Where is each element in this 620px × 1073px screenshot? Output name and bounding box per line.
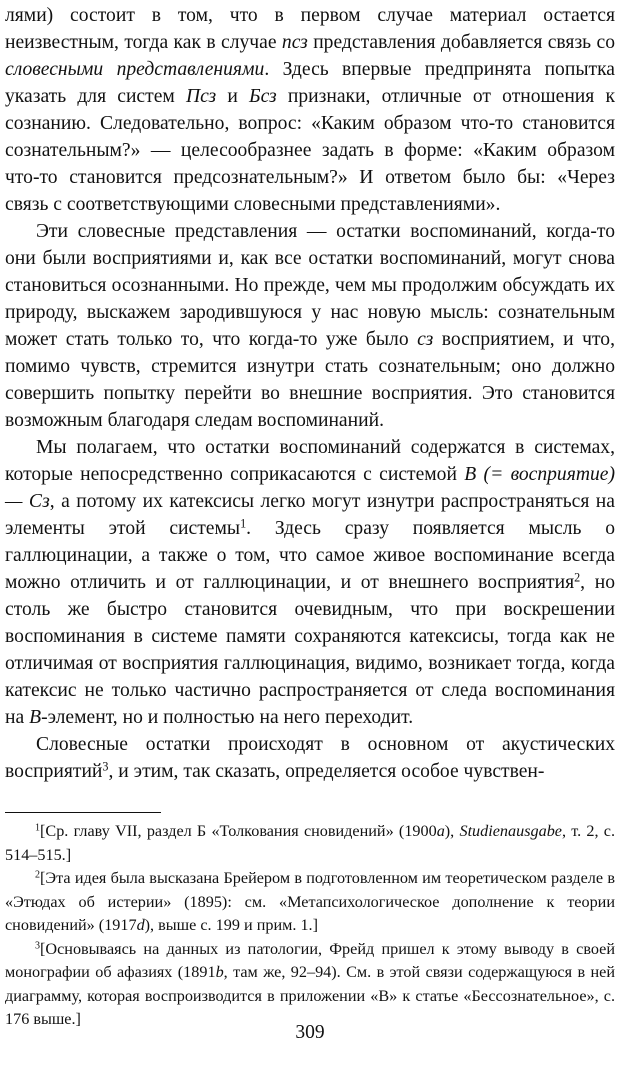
italic-run: словесными представлениями xyxy=(5,59,265,80)
text-run: [Эта идея была высказана Брейером в подготовленном им теоретическом разделе в «Этюдах об истерии» (1895): см. «Метапсихологическое дополнение к теории сновидений» (1917 xyxy=(5,869,615,934)
text-run: представления добавляется связь со xyxy=(307,32,615,53)
text-run: , и этим, так сказать, определяется особое чувствен- xyxy=(108,761,545,782)
italic-run: сз xyxy=(417,329,434,350)
italic-run: Псз xyxy=(185,86,217,107)
paragraph xyxy=(5,731,615,785)
italic-run: b xyxy=(215,963,224,981)
text-run: восприятием, и что, помимо чувств, стремится изнутри стать сознательным; оно должно совершить попытку перейти во внешние восприятия. Это становится возможным благодаря следам воспоминаний. xyxy=(5,329,615,431)
text-run: и xyxy=(216,86,250,107)
italic-run: d xyxy=(136,916,145,934)
footnote-marker: 2 xyxy=(35,869,41,881)
text-run: Словесные остатки происходят в основном от акустических восприятий xyxy=(5,734,615,782)
text-run: , т. 2, с. 514–515.] xyxy=(5,822,616,864)
paragraph xyxy=(5,434,615,731)
italic-run: псз xyxy=(281,32,308,53)
text-run: . Здесь сразу появляется мысль о галлюцинации, а также о том, что самое живое воспоминание всегда можно отличить и от галлюцинации, и от внешнего восприятия xyxy=(5,518,615,593)
italic-run: Бсз xyxy=(249,86,277,107)
text-run: , там же, 92–94). См. в этой связи содержащуюся в ней диаграмму, которая воспроизводится в приложении «В» к статье «Бессознательное», с. 176 выше.] xyxy=(5,963,615,1028)
footnote xyxy=(5,867,615,938)
text-run: , а потому их катексисы легко могут изнутри распространяться на элементы этой системы xyxy=(5,491,615,539)
text-run: ), выше с. 199 и прим. 1.] xyxy=(144,916,318,934)
italic-run: a xyxy=(436,822,445,840)
text-run: ), xyxy=(444,822,460,840)
footnote-divider xyxy=(5,812,161,813)
text-run: [Ср. главу VII, раздел Б «Толкования сновидений» (1900 xyxy=(40,822,437,840)
page-number: 309 xyxy=(295,1022,325,1043)
text-run: Эти словесные представления — остатки воспоминаний, когда-то они были восприятиями и, как все остатки воспоминаний, могут снова становиться осознанными. Но прежде, чем мы продолжим обсуждать их природу, выскажем зародившуюся у нас новую мысль: сознательным может стать только то, что когда-то уже было xyxy=(5,221,615,350)
footnote-marker: 3 xyxy=(35,939,41,951)
italic-run: Studienausgabe xyxy=(459,822,562,840)
text-run: лями) состоит в том, что в первом случае материал остается неизвестным, тогда как в случае xyxy=(5,5,615,53)
text-run: Мы полагаем, что остатки воспоминаний содержатся в системах, которые непосредственно соприкасаются с системой xyxy=(5,437,615,485)
text-run: признаки, отличные от отношения к сознанию. Следовательно, вопрос: «Каким образом что-то становится сознательным?» — целесообразнее задать в форме: «Каким образом что-то становится предсознательным?» И ответом было бы: «Через связь с соответствующими словесными представлениями». xyxy=(5,86,615,215)
paragraph xyxy=(5,2,615,218)
footnote-marker: 1 xyxy=(35,822,41,834)
text-run: . Здесь впервые предпринята попытка указать для систем xyxy=(5,59,615,107)
italic-run: В xyxy=(29,707,42,728)
text-run: , но столь же быстро становится очевидным, что при воскрешении воспоминания в системе памяти сохраняются катексисы, тогда как не отличимая от восприятия галлюцинация, видимо, возникает тогда, когда катексис не только частично распространяется от следа воспоминания на xyxy=(5,572,615,728)
paragraph xyxy=(5,218,615,434)
main-text xyxy=(5,2,615,785)
footnote xyxy=(5,938,615,1032)
text-run: [Основываясь на данных из патологии, Фрейд пришел к этому выводу в своей монографии об афазиях (1891 xyxy=(5,939,615,981)
footnotes xyxy=(5,820,615,1032)
italic-run: В (= восприятие) — Сз xyxy=(5,464,616,512)
footnote-marker: 2 xyxy=(574,570,581,585)
footnote-marker: 3 xyxy=(102,759,109,774)
footnote xyxy=(5,820,615,867)
footnote-marker: 1 xyxy=(240,516,247,531)
text-run: -элемент, но и полностью на него переходит. xyxy=(41,707,414,728)
